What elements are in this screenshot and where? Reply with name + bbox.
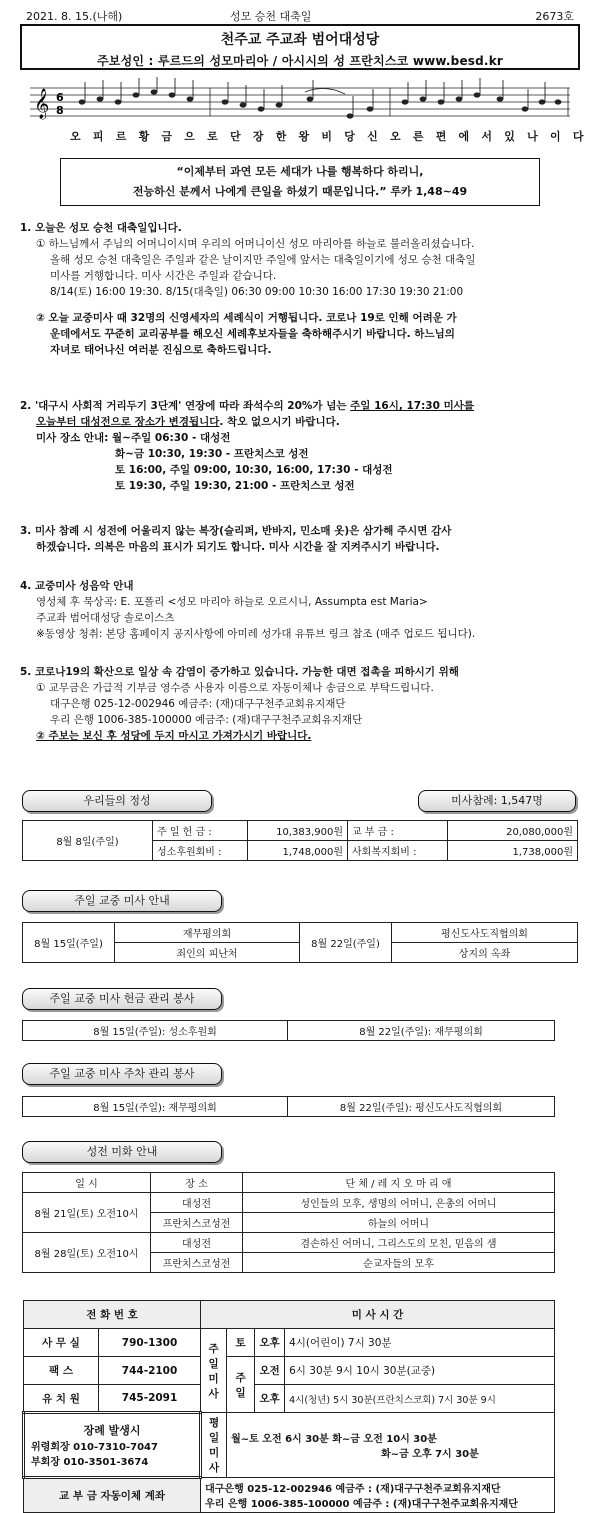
weekday-mass-label: 평일 미사 bbox=[201, 1413, 227, 1478]
mass-guide-title: 주일 교중 미사 안내 bbox=[22, 890, 222, 912]
notice-4-text: ※동영상 청취: 본당 홈페이지 공지사항에 아미레 성가대 유튜브 링크 참조 (매주 업로드 됩니다). bbox=[36, 628, 476, 640]
funeral-contact: 부회장 010-3501-3674 bbox=[31, 1457, 149, 1468]
hymn-lyrics: 오 피 르 황 금 으 로 단 장 한 왕 비 당 신 오 른 편 에 서 있 나 이 다 bbox=[70, 130, 588, 143]
patron-saints: 주보성인 : 루르드의 성모마리아 / 아시시의 성 프란치스코 www.besd.kr bbox=[97, 54, 503, 68]
quote-line-1: “이제부터 과연 모든 세대가 나를 행복하다 하리니, bbox=[176, 165, 424, 178]
notice-4-text: 영성체 후 묵상곡: E. 포폴리 <성모 마리아 하늘로 오르시니, Assumpta est Maria> bbox=[36, 596, 428, 608]
notice-2-text: . 착오 없으시기 바랍니다. bbox=[219, 416, 340, 428]
notice-1-text: 미사를 거행합니다. 미사 시간은 주일과 같습니다. bbox=[50, 270, 277, 282]
sunday-pm-times: 4시(청년) 5시 30분(프란치스코회) 7시 30분 9시 bbox=[285, 1385, 555, 1413]
sunday-am-times: 6시 30분 9시 10시 30분(교중) bbox=[285, 1357, 555, 1385]
parking-service-cell: 8월 22일(주일): 평신도사도직협의회 bbox=[288, 1097, 555, 1117]
offering-value: 10,383,900원 bbox=[248, 821, 348, 841]
notice-3-text: 3. 미사 참례 시 성전에 어울리지 않는 복장(슬리퍼, 반바지, 민소매 옷)은 삼가해 주시면 감사 bbox=[20, 525, 452, 537]
beautify-title: 성전 미화 안내 bbox=[22, 1141, 222, 1163]
notice-1-baptism: ② 오늘 교중미사 때 32명의 신영세자의 세례식이 거행됩니다. 코로나 19로 인해 어려운 가 bbox=[36, 312, 457, 324]
beautify-table bbox=[22, 1172, 555, 1273]
parking-service-table bbox=[22, 1096, 555, 1117]
notice-1-text: 올해 성모 승천 대축일은 주일과 같은 날이지만 주일에 앞서는 대축일이기에 성모 승천 대축일 bbox=[50, 254, 476, 266]
sunday-am-label: 오전 bbox=[255, 1357, 285, 1385]
mass-guide-cell: 평신도사도직협의회 bbox=[392, 923, 578, 943]
weekday-mass-times bbox=[227, 1413, 555, 1478]
notice-5-bulletin: ② 주보는 보신 후 성당에 두지 마시고 가져가시기 바랍니다. bbox=[36, 730, 312, 742]
contact-mass-table bbox=[22, 1300, 555, 1513]
weekday-times-line: 월~토 오전 6시 30분 화~금 오전 10시 30분 bbox=[231, 1434, 437, 1445]
mass-guide-date: 8월 15일(주일) bbox=[23, 923, 115, 963]
music-staff bbox=[20, 76, 580, 126]
mass-location-guide: 미사 장소 안내: 월~주일 06:30 - 대성전 bbox=[36, 432, 231, 444]
offering-date: 8월 8일(주일) bbox=[23, 821, 153, 861]
mass-location-line: 토 16:00, 주일 09:00, 10:30, 16:00, 17:30 - 대성전 bbox=[115, 464, 393, 476]
sunday-pm-label: 오후 bbox=[255, 1385, 285, 1413]
mass-guide-cell: 죄인의 피난처 bbox=[115, 943, 300, 963]
office-phone: 790-1300 bbox=[99, 1329, 201, 1357]
beautify-group: 하늘의 어머니 bbox=[243, 1213, 555, 1233]
sunday-mass-label: 주일 미사 bbox=[201, 1329, 227, 1413]
music-notes bbox=[79, 89, 562, 118]
saturday-times: 4시(어린이) 7시 30분 bbox=[285, 1329, 555, 1357]
time-signature-bottom: 8 bbox=[56, 104, 64, 117]
dues-label: 교 부 금 자동이체 계좌 bbox=[24, 1478, 201, 1513]
notice-5-text: ① 교무금은 가급적 기부금 영수증 사용자 이름으로 자동이체나 송금으로 부탁드립니다. bbox=[36, 682, 434, 694]
kindergarten-label: 유 치 원 bbox=[24, 1385, 99, 1413]
kindergarten-phone: 745-2091 bbox=[99, 1385, 201, 1413]
offering-service-title: 주일 교중 미사 헌금 관리 봉사 bbox=[22, 988, 222, 1010]
bulletin-date: 2021. 8. 15.(나해) bbox=[26, 10, 123, 23]
office-label: 사 무 실 bbox=[24, 1329, 99, 1357]
sunday-label: 주일 bbox=[227, 1357, 255, 1413]
notice-2-highlight: 주일 16시, 17:30 미사를 bbox=[350, 400, 475, 412]
notice-2-highlight: 오늘부터 대성전으로 장소가 변경됩니다 bbox=[36, 416, 220, 428]
funeral-contact: 위령회장 010-7310-7047 bbox=[31, 1442, 158, 1453]
parking-service-title: 주일 교중 미사 주차 관리 봉사 bbox=[22, 1063, 222, 1085]
offering-service-cell: 8월 15일(주일): 성소후원회 bbox=[23, 1021, 288, 1041]
offering-service-cell: 8월 22일(주일): 재무평의회 bbox=[288, 1021, 555, 1041]
mass-times-header: 미 사 시 간 bbox=[201, 1301, 555, 1329]
beautify-group: 성인들의 모후, 생명의 어머니, 은총의 어머니 bbox=[243, 1193, 555, 1213]
issue-number: 2673호 bbox=[535, 10, 574, 23]
beautify-place: 프란치스코성전 bbox=[151, 1213, 243, 1233]
fax-number: 744-2100 bbox=[99, 1357, 201, 1385]
beautify-header: 단 체 / 레 지 오 마 리 애 bbox=[243, 1173, 555, 1193]
dues-account: 우리 은행 1006-385-100000 예금주 : (재)대구구천주교회유지재단 bbox=[205, 1499, 518, 1510]
bulletin-title: 성모 승천 대축일 bbox=[230, 10, 312, 23]
funeral-box bbox=[24, 1413, 201, 1478]
mass-location-line: 화~금 10:30, 19:30 - 프란치스코 성전 bbox=[115, 448, 309, 460]
mass-guide-cell: 재무평의회 bbox=[115, 923, 300, 943]
beautify-group: 순교자들의 모후 bbox=[243, 1253, 555, 1273]
quote-line-2: 전능하신 분께서 나에게 큰일을 하셨기 때문입니다.” 루카 1,48~49 bbox=[132, 185, 468, 198]
notice-1-heading: 1. 오늘은 성모 승천 대축일입니다. bbox=[20, 222, 182, 234]
mass-guide-cell: 상지의 옥좌 bbox=[392, 943, 578, 963]
offering-label: 교 부 금 : bbox=[348, 821, 448, 841]
notice-4-heading: 4. 교중미사 성음악 안내 bbox=[20, 580, 134, 592]
notice-3-text: 하겠습니다. 의복은 마음의 표시가 되기도 합니다. 미사 시간을 잘 지켜주시기 바랍니다. bbox=[36, 541, 440, 553]
offering-title: 우리들의 정성 bbox=[22, 790, 212, 812]
parking-service-cell: 8월 15일(주일): 재무평의회 bbox=[23, 1097, 288, 1117]
notice-1 bbox=[20, 220, 580, 358]
dues-account: 대구은행 025-12-002946 예금주 : (재)대구구천주교회유지재단 bbox=[205, 1484, 501, 1495]
offering-value: 1,748,000원 bbox=[248, 841, 348, 861]
dues-accounts bbox=[201, 1478, 555, 1513]
offering-label: 사회복지회비 : bbox=[348, 841, 448, 861]
beautify-place: 대성전 bbox=[151, 1233, 243, 1253]
offering-table bbox=[22, 820, 578, 861]
notice-2-heading: 2. '대구시 사회적 거리두기 3단계' 연장에 따라 좌석수의 20%가 넘는 bbox=[20, 400, 351, 412]
offering-label: 주 일 헌 금 : bbox=[153, 821, 248, 841]
notice-3 bbox=[20, 523, 580, 555]
time-signature-top: 6 bbox=[56, 91, 64, 104]
notice-4-text: 주교좌 범어대성당 솔로이스츠 bbox=[36, 612, 175, 624]
parish-banner bbox=[20, 24, 580, 70]
mass-guide-date: 8월 22일(주일) bbox=[300, 923, 392, 963]
beautify-header: 장 소 bbox=[151, 1173, 243, 1193]
beautify-place: 프란치스코성전 bbox=[151, 1253, 243, 1273]
bulletin-header bbox=[20, 4, 580, 22]
beautify-place: 대성전 bbox=[151, 1193, 243, 1213]
mass-guide-table bbox=[22, 922, 578, 963]
fax-label: 팩 스 bbox=[24, 1357, 99, 1385]
offering-value: 20,080,000원 bbox=[448, 821, 578, 841]
notice-1-times: 8/14(토) 16:00 19:30. 8/15(대축일) 06:30 09:00 10:30 16:00 17:30 19:30 21:00 bbox=[50, 286, 464, 298]
beautify-group: 겸손하신 어머니, 그리스도의 모친, 믿음의 샘 bbox=[243, 1233, 555, 1253]
saturday-label: 토 bbox=[227, 1329, 255, 1357]
notice-5-bank: 우리 은행 1006-385-100000 예금주: (재)대구구천주교회유지재단 bbox=[50, 714, 363, 726]
offering-label: 성소후원회비 : bbox=[153, 841, 248, 861]
notice-5-heading: 5. 코로나19의 확산으로 일상 속 감염이 증가하고 있습니다. 가능한 대면 접촉을 피하시기 위해 bbox=[20, 666, 459, 678]
notice-5 bbox=[20, 664, 580, 744]
scripture-quote bbox=[60, 158, 540, 206]
notice-1-text: ① 하느님께서 주님의 어머니이시며 우리의 어머니이신 성모 마리아를 하늘로 불러올리셨습니다. bbox=[36, 238, 475, 250]
notice-2 bbox=[20, 398, 580, 494]
saturday-pm-label: 오후 bbox=[255, 1329, 285, 1357]
phone-header: 전 화 번 호 bbox=[24, 1301, 201, 1329]
notice-1-baptism: 운데에서도 꾸준히 교리공부를 해오신 세례후보자들을 축하해주시기 바랍니다. 하느님의 bbox=[50, 328, 455, 340]
parish-name: 천주교 주교좌 범어대성당 bbox=[220, 32, 380, 48]
notice-4 bbox=[20, 578, 580, 642]
notice-5-bank: 대구은행 025-12-002946 예금주: (재)대구구천주교회유지재단 bbox=[50, 698, 346, 710]
offering-value: 1,738,000원 bbox=[448, 841, 578, 861]
notice-1-baptism: 자녀로 태어나신 여러분 진심으로 축하드립니다. bbox=[50, 344, 272, 356]
beautify-date: 8월 28일(토) 오전10시 bbox=[23, 1233, 151, 1273]
treble-clef-icon: 𝄞 bbox=[34, 89, 50, 119]
weekday-times-line: 화~금 오후 7시 30분 bbox=[381, 1449, 479, 1460]
mass-location-line: 토 19:30, 주일 19:30, 21:00 - 프란치스코 성전 bbox=[115, 480, 355, 492]
funeral-heading: 장례 발생시 bbox=[83, 1424, 141, 1437]
beautify-header: 일 시 bbox=[23, 1173, 151, 1193]
offering-service-table bbox=[22, 1020, 555, 1041]
mass-attendance: 미사참례: 1,547명 bbox=[418, 790, 576, 812]
beautify-date: 8월 21일(토) 오전10시 bbox=[23, 1193, 151, 1233]
